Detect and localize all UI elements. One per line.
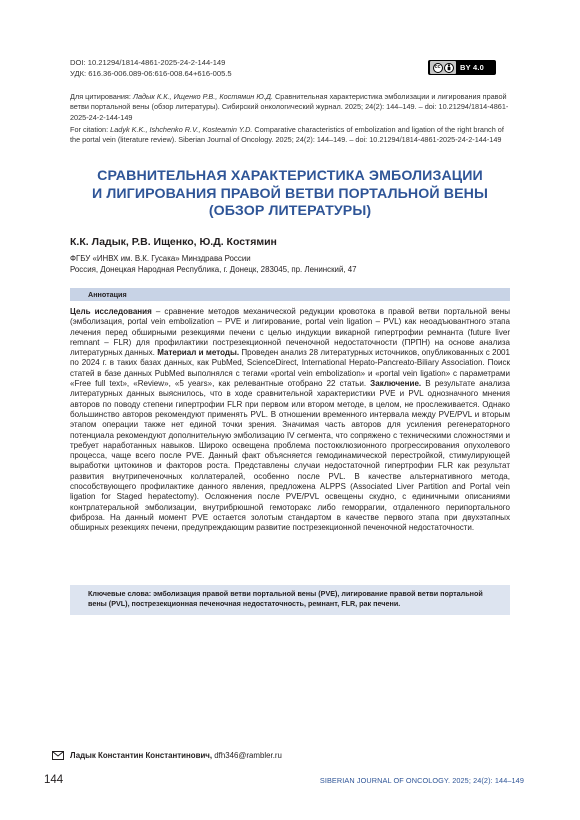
keywords-box: Ключевые слова: эмболизация правой ветви портальной вены (PVE), лигирование правой ветви портальной вены (PVL), пострезекционная печеночная недостаточность, ремнант, FLR, рак печени. (70, 585, 510, 615)
citation-en-authors: Ladyk K.K., Ishchenko R.V., Kosteamin Y.D. (110, 125, 253, 134)
journal-footer: SIBERIAN JOURNAL OF ONCOLOGY. 2025; 24(2): 144–149 (319, 776, 524, 785)
page-number: 144 (44, 774, 64, 786)
license-label: BY 4.0 (460, 63, 484, 72)
title-line-3: (ОБЗОР ЛИТЕРАТУРЫ) (208, 203, 372, 219)
methods-label: Материал и методы. (157, 348, 240, 358)
attribution-person-icon (444, 63, 454, 73)
udk-line: УДК: 616.36-006.089-06:616-008.64+616-005.5 (70, 69, 232, 78)
affiliation-line-1: ФГБУ «ИНВХ им. В.К. Гусака» Минздрава России (70, 254, 251, 263)
article-title (70, 168, 510, 221)
citation-en-prefix: For citation: (70, 125, 111, 134)
citation-ru-text: Сравнительная характеристика эмболизации и лигирования правой ветви портальной вены (обзор литературы). Сибирский онкологический журнал. 2025; 24(2): 144–149. – doi: 10.21294/1814-4861-2025-24-2-144-149 (70, 92, 509, 122)
citation-en-text: Comparative characteristics of embolization and ligation of the right branch of the portal vein (literature review). Siberian Journal of Oncology. 2025; 24(2): 144–149. – doi: 10.21294/1814-4861-2025-24-2-144-149 (70, 125, 504, 145)
abstract-text (70, 307, 510, 534)
creative-commons-icon: cc (433, 63, 443, 73)
affiliation-line-2: Россия, Донецкая Народная Республика, г. Донецк, 283045, пр. Ленинский, 47 (70, 265, 357, 275)
envelope-icon (52, 751, 64, 760)
cc-icon-group (430, 61, 456, 74)
methods-text: Проведен анализ 28 литературных источников, опубликованных с 2001 по 2024 г. в таких базах данных, как PubMed, ScienceDirect, International Hepato-Pancreato-Biliary Association. Поиск статей в базе данных PubMed выполнялся с тегами «portal vein embolization» и «portal vein ligation» с параметрами «Free full text», «Review», «5 years», как релевантные отобрано 22 статьи. (70, 348, 510, 389)
contact-email[interactable]: dfh346@rambler.ru (212, 751, 282, 760)
title-line-1: СРАВНИТЕЛЬНАЯ ХАРАКТЕРИСТИКА ЭМБОЛИЗАЦИИ (97, 168, 483, 184)
doi-line: DOI: 10.21294/1814-4861-2025-24-2-144-149 (70, 58, 226, 67)
conclusion-label: Заключение. (370, 379, 422, 389)
title-line-2: И ЛИГИРОВАНИЯ ПРАВОЙ ВЕТВИ ПОРТАЛЬНОЙ ВЕНЫ (91, 185, 488, 202)
affiliation (70, 253, 357, 275)
contact-name: Ладык Константин Константинович, (70, 751, 213, 760)
citation-ru (70, 92, 510, 123)
corresponding-author (52, 751, 282, 760)
aim-text: – сравнение методов механической редукции кровотока в правой ветви портальной вены (эмболизация, portal vein embolization – PVE и лигирование, portal vein ligation – PVL) как неоадъювантного этапа лечения перед обширными резекциями печени с целью индукции викарной гипертрофии ремнанта (future liver remnant – FLR) для профилактики пострезекционной печеночной недостаточности (ПРПН) на основе анализа литературных данных. (70, 307, 511, 358)
aim-label: Цель исследования (70, 307, 152, 316)
conclusion-text: В результате анализа литературных данных выяснилось, что в ходе сравнительной характеристики PVE и PVL однозначного мнения авторов по поводу степени гипертрофии FLR при первом или втором методе, в целом, не прослеживается. Однако большинство авторов рекомендуют применять PVL. В отношении временного интервала между PVE/PVL и вторым этапом операции также нет единой точки зрения. Значимая часть авторов для усиления регенераторного потенциала рекомендуют дополнительную эмболизацию IV сегмента, что сопряжено с техническими сложностями и требует наработанных навыков. Широко освещена проблема постокклюзионного прогрессирования опухолевого процесса, чаще всего после PVE. Данный факт объясняется гемодинамической перестройкой, стимулирующей выработки цитокинов и факторов роста. Представлены случаи недостаточной гипертрофии FLR как результат развития внутрипеченочных коллатералей, особенно после PVL. В качестве альтернативного метода, способствующего профилактике данного явления, предложена ALPPS (Associated Liver Partition and Portal vein ligation for Staged hepatectomy). Осложнения после PVE/PVL освещены скудно, с единичными описаниями контрлатеральной эмболизации, внутрибрюшной гемоторакс либо геморрагии, отдаленного перипортального фиброза. На данный момент PVE остается золотым стандартом в качестве первого этапа при двухэтапных обширных резекциях печени, предупреждающим развитие пострезекционной печеночной недостаточности. (70, 379, 510, 533)
citation-ru-prefix: Для цитирования: (70, 92, 133, 101)
cc-license-badge (428, 60, 496, 75)
citation-ru-authors: Ладык К.К., Ищенко Р.В., Костямин Ю.Д. (132, 92, 273, 101)
citation-en (70, 125, 510, 146)
annotation-header: Аннотация (70, 288, 510, 301)
authors: К.К. Ладык, Р.В. Ищенко, Ю.Д. Костямин (70, 236, 277, 248)
doi-block (70, 57, 232, 79)
